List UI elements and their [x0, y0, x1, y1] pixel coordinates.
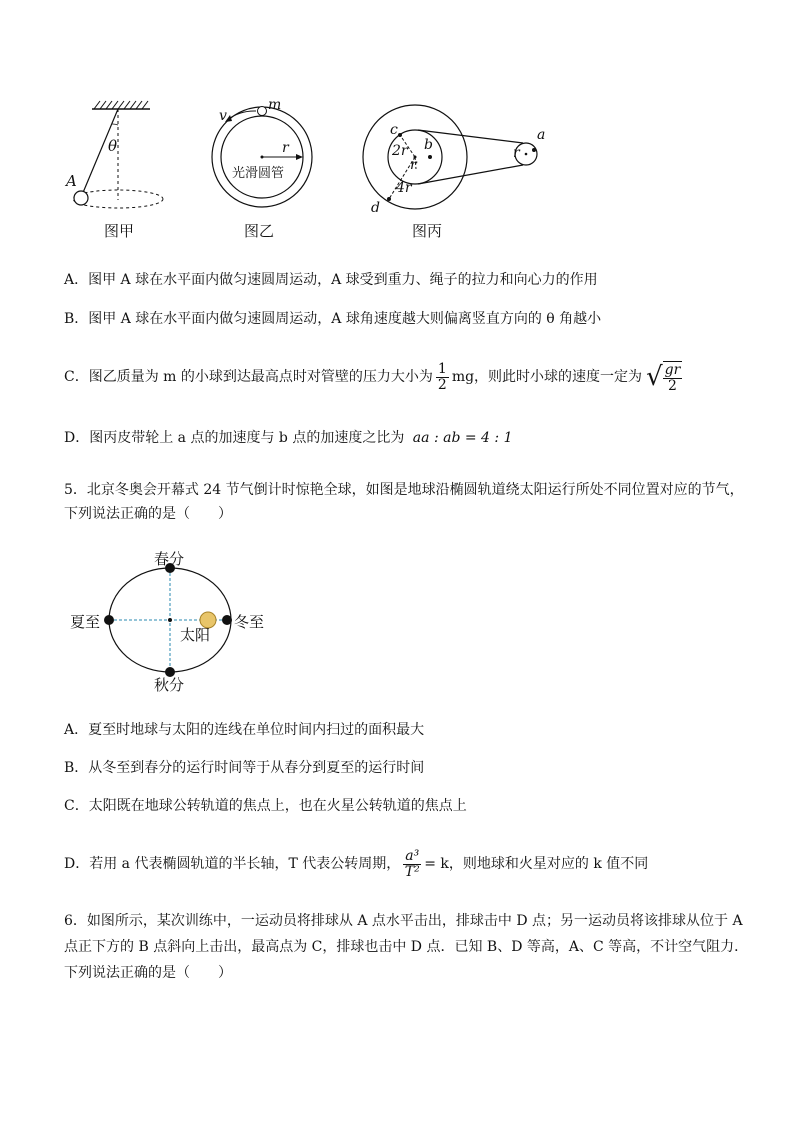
q4-option-c: [64, 355, 685, 399]
q4-option-c-sqrt-num: gr: [664, 361, 681, 378]
q5-label-chunfen: 春分: [154, 550, 185, 568]
q5-stem: 5．北京冬奥会开幕式 24 节气倒计时惊艳全球，如图是地球沿椭圆轨道绕太阳运行所处不同位置对应的节气，下列说法正确的是（ ）: [64, 482, 744, 522]
q4-option-c-fraction: [436, 362, 449, 393]
figure-bing-label-a: a: [537, 127, 546, 143]
q5-label-qiufen: 秋分: [154, 676, 185, 694]
figure-jia-label-theta: θ: [108, 137, 118, 155]
q4-option-c-sqrt-den: 2: [668, 377, 677, 394]
q4-option-c-sqrt: [663, 361, 683, 394]
q5-option-a: A．夏至时地球与太阳的连线在单位时间内扫过的面积最大: [64, 722, 425, 738]
q5-label-xiazhi: 夏至: [70, 613, 101, 631]
figure-bing-label-2r: 2r: [392, 143, 408, 159]
figure-bing: [360, 95, 550, 220]
q6-stem: 6．如图所示，某次训练中，一运动员将排球从 A 点水平击出，排球击中 D 点；另一运动员将该排球从位于 A 点正下方的 B 点斜向上击出，最高点为 C，排球也击中 D 点．已知 B、D 等高，A、C 等高，不计空气阻力．下列说法正确的是（ ）: [64, 913, 749, 981]
figure-bing-label-b: b: [424, 137, 433, 153]
figure-yi-label-r: r: [282, 140, 289, 156]
q4-option-c-frac-den: 2: [437, 376, 447, 393]
q5-option-d-num: a³: [405, 847, 420, 864]
q4-option-c-mid: mg，则此时小球的速度一定为: [451, 369, 643, 385]
q4-option-d-pre: D．图丙皮带轮上 a 点的加速度与 b 点的加速度之比为: [64, 430, 405, 446]
q5-option-d-post: = k，则地球和火星对应的 k 值不同: [424, 856, 649, 872]
sqrt-sign-icon: √: [646, 362, 663, 392]
q5-option-d-fraction: [403, 849, 421, 880]
q4-option-a: A．图甲 A 球在水平面内做匀速圆周运动，A 球受到重力、绳子的拉力和向心力的作用: [64, 272, 598, 288]
q5-option-c: C．太阳既在地球公转轨道的焦点上，也在火星公转轨道的焦点上: [64, 798, 467, 814]
figure-yi-tube-text: 光滑圆管: [232, 166, 285, 181]
q4-option-b: B．图甲 A 球在水平面内做匀速圆周运动，A 球角速度越大则偏离竖直方向的 θ 角越小: [64, 311, 602, 327]
figure-bing-label-4r: 4r: [396, 180, 412, 196]
q4-option-d-formula: aa : ab = 4 : 1: [412, 430, 513, 446]
q5-label-sun: 太阳: [180, 626, 211, 644]
figure-yi-label-v: v: [219, 108, 227, 124]
q4-option-c-pre: C．图乙质量为 m 的小球到达最高点时对管壁的压力大小为: [64, 369, 433, 385]
q5-label-dongzhi: 冬至: [234, 613, 265, 631]
figure-yi-caption: 图乙: [244, 222, 275, 240]
q5-option-b: B．从冬至到春分的运行时间等于从春分到夏至的运行时间: [64, 760, 425, 776]
q4-option-c-frac-num: 1: [437, 360, 447, 377]
figure-bing-caption: 图丙: [412, 222, 443, 240]
figure-bing-label-c: c: [390, 122, 398, 138]
q5-option-d-den: T²: [404, 863, 420, 880]
figure-jia-caption: 图甲: [104, 222, 135, 240]
q5-option-d: [64, 843, 648, 885]
figure-bing-label-r-small: r: [513, 145, 520, 161]
figure-jia: [60, 95, 180, 215]
figure-bing-label-r-inner: r: [410, 157, 417, 173]
figure-yi-label-m: m: [268, 97, 282, 113]
figure-jia-label-a: A: [66, 172, 77, 190]
q5-option-d-pre: D．若用 a 代表椭圆轨道的半长轴，T 代表公转周期，: [64, 856, 401, 872]
figure-bing-label-d: d: [371, 200, 380, 216]
q4-option-d: [64, 428, 512, 448]
